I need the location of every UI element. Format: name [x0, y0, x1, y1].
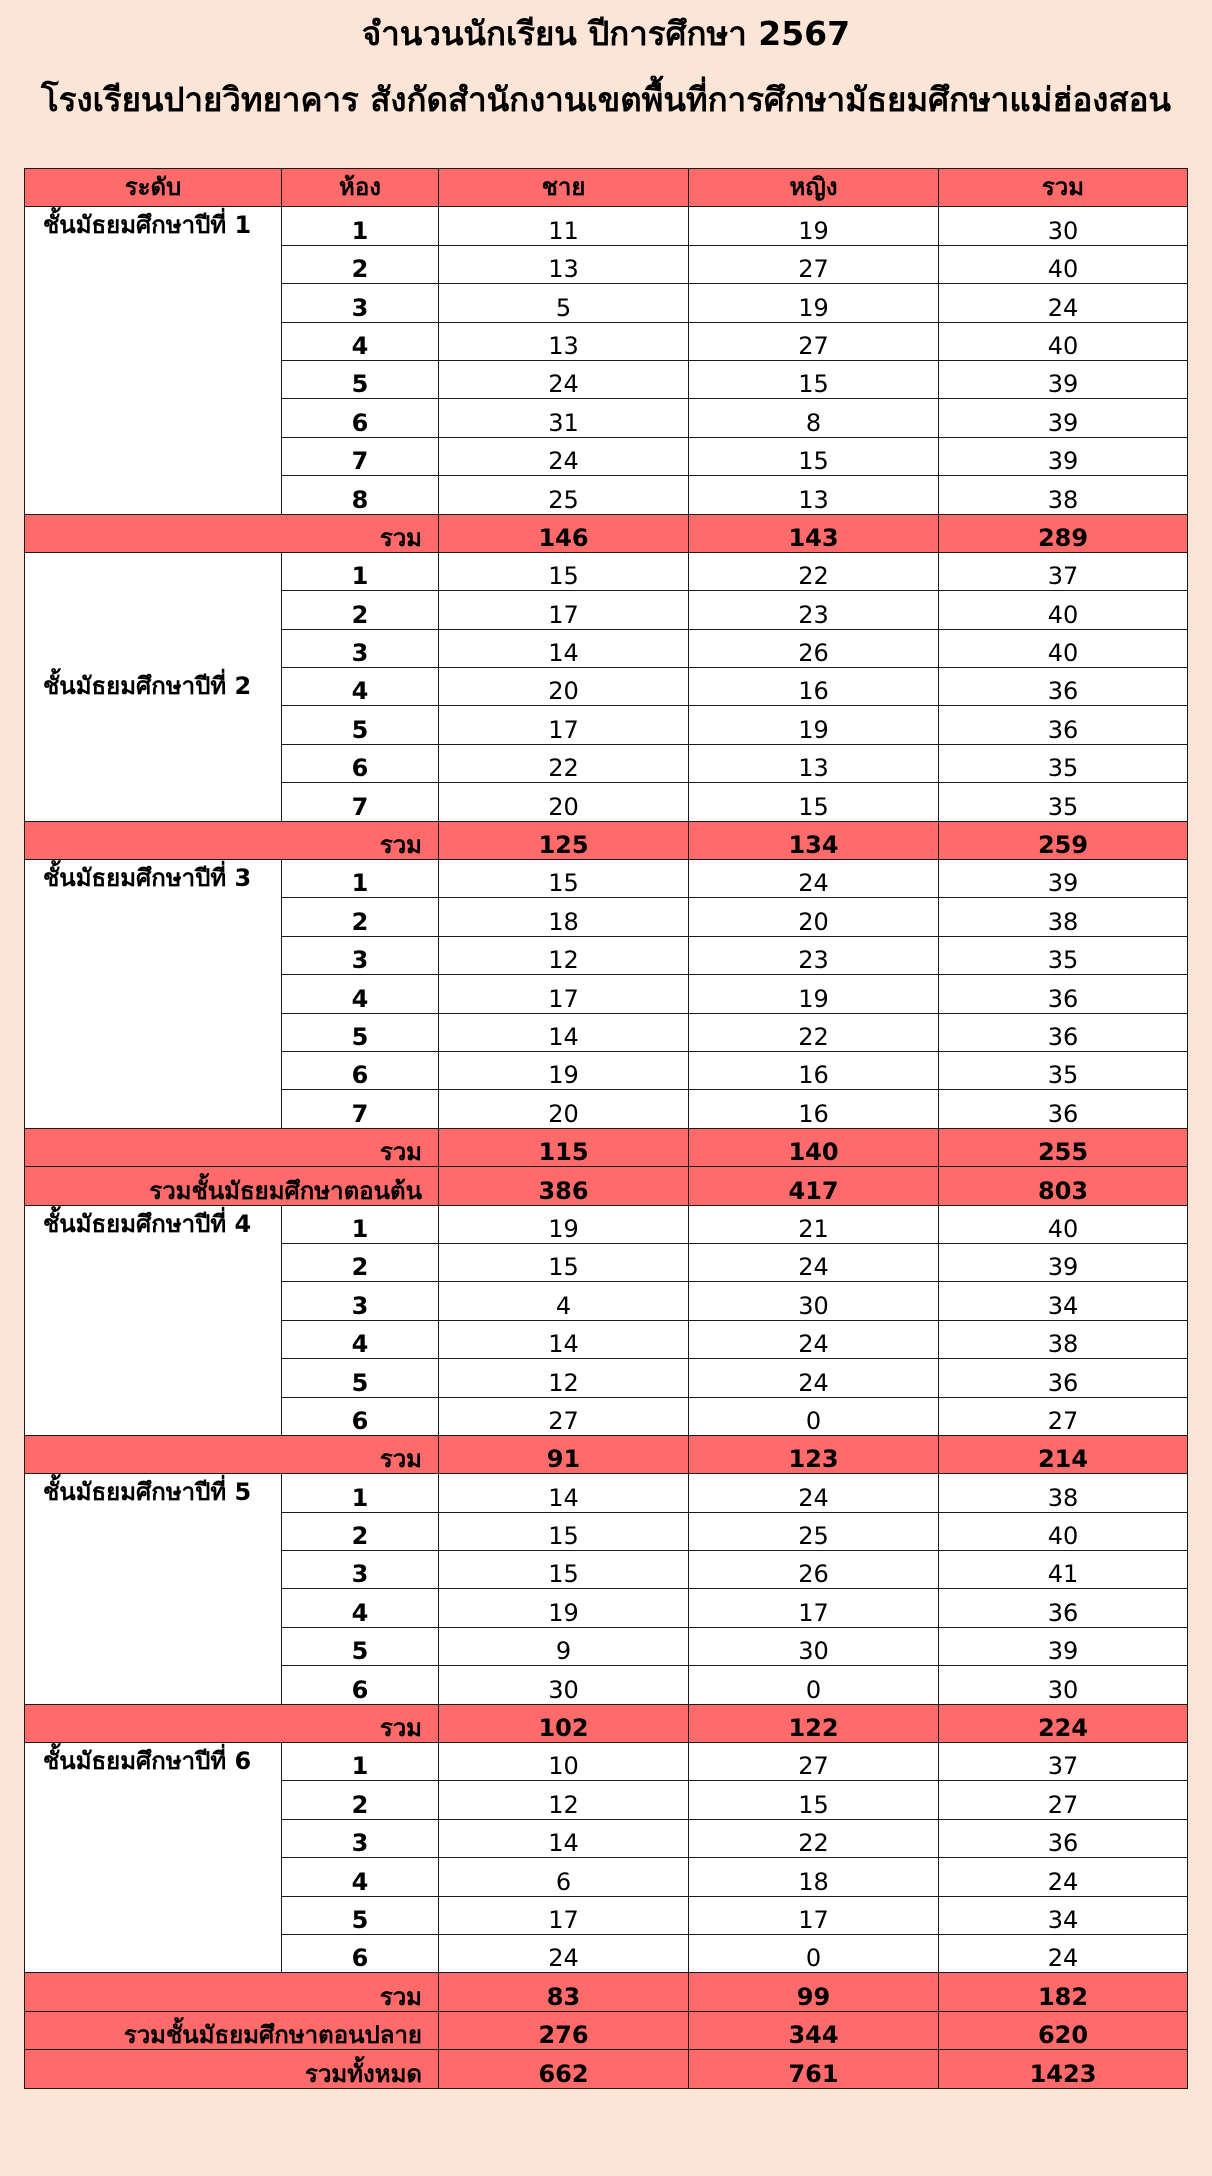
male-count: 20: [439, 1090, 689, 1128]
male-count: 6: [439, 1858, 689, 1896]
summary-male: 125: [439, 821, 689, 859]
female-count: 26: [689, 629, 939, 667]
male-count: 25: [439, 476, 689, 514]
summary-label: รวมชั้นมัธยมศึกษาตอนปลาย: [25, 2011, 439, 2049]
summary-female: 123: [689, 1435, 939, 1473]
summary-row: [25, 1435, 1188, 1473]
summary-row: [25, 2050, 1188, 2088]
summary-label: รวมทั้งหมด: [25, 2050, 439, 2088]
level-label: ชั้นมัธยมศึกษาปีที่ 3: [25, 860, 282, 1129]
summary-male: 662: [439, 2050, 689, 2088]
male-count: 15: [439, 1243, 689, 1281]
room-number: 1: [282, 552, 439, 590]
male-count: 27: [439, 1397, 689, 1435]
summary-female: 143: [689, 514, 939, 552]
row-total: 40: [939, 1512, 1188, 1550]
room-number: 5: [282, 1896, 439, 1934]
row-total: 37: [939, 1743, 1188, 1781]
summary-female: 140: [689, 1128, 939, 1166]
row-total: 36: [939, 1090, 1188, 1128]
table-row: [25, 207, 1188, 245]
male-count: 19: [439, 1051, 689, 1089]
header-female: หญิง: [689, 169, 939, 207]
room-number: 6: [282, 744, 439, 782]
female-count: 17: [689, 1589, 939, 1627]
room-number: 2: [282, 1781, 439, 1819]
room-number: 7: [282, 783, 439, 821]
room-number: 4: [282, 1589, 439, 1627]
row-total: 39: [939, 360, 1188, 398]
row-total: 30: [939, 1666, 1188, 1704]
row-total: 39: [939, 1627, 1188, 1665]
room-number: 2: [282, 1243, 439, 1281]
header-total: รวม: [939, 169, 1188, 207]
female-count: 0: [689, 1397, 939, 1435]
level-label: ชั้นมัธยมศึกษาปีที่ 2: [25, 552, 282, 821]
female-count: 26: [689, 1551, 939, 1589]
room-number: 2: [282, 591, 439, 629]
summary-total: 803: [939, 1167, 1188, 1205]
female-count: 24: [689, 1359, 939, 1397]
female-count: 23: [689, 936, 939, 974]
row-total: 36: [939, 975, 1188, 1013]
school-subtitle: โรงเรียนปายวิทยาคาร สังกัดสำนักงานเขตพื้นที่การศึกษามัธยมศึกษาแม่ฮ่องสอน: [41, 80, 1171, 119]
room-number: 4: [282, 668, 439, 706]
summary-row: [25, 1973, 1188, 2011]
female-count: 27: [689, 1743, 939, 1781]
row-total: 38: [939, 1474, 1188, 1512]
female-count: 27: [689, 245, 939, 283]
room-number: 6: [282, 1934, 439, 1972]
female-count: 24: [689, 1320, 939, 1358]
room-number: 2: [282, 1512, 439, 1550]
summary-total: 620: [939, 2011, 1188, 2049]
summary-total: 255: [939, 1128, 1188, 1166]
room-number: 4: [282, 322, 439, 360]
table-header-row: [25, 169, 1188, 207]
row-total: 24: [939, 284, 1188, 322]
level-label: ชั้นมัธยมศึกษาปีที่ 1: [25, 207, 282, 514]
summary-total: 182: [939, 1973, 1188, 2011]
room-number: 7: [282, 437, 439, 475]
summary-label: รวม: [25, 821, 439, 859]
room-number: 6: [282, 399, 439, 437]
male-count: 31: [439, 399, 689, 437]
male-count: 17: [439, 975, 689, 1013]
row-total: 24: [939, 1934, 1188, 1972]
room-number: 4: [282, 975, 439, 1013]
summary-row: [25, 1128, 1188, 1166]
male-count: 13: [439, 322, 689, 360]
female-count: 25: [689, 1512, 939, 1550]
male-count: 4: [439, 1282, 689, 1320]
summary-male: 83: [439, 1973, 689, 2011]
room-number: 1: [282, 1743, 439, 1781]
row-total: 38: [939, 1320, 1188, 1358]
male-count: 22: [439, 744, 689, 782]
room-number: 3: [282, 936, 439, 974]
summary-row: [25, 2011, 1188, 2049]
table-row: [25, 1474, 1188, 1512]
header-level: ระดับ: [25, 169, 282, 207]
male-count: 14: [439, 629, 689, 667]
female-count: 20: [689, 898, 939, 936]
summary-label: รวม: [25, 1128, 439, 1166]
row-total: 39: [939, 1243, 1188, 1281]
female-count: 16: [689, 1051, 939, 1089]
summary-female: 99: [689, 1973, 939, 2011]
female-count: 21: [689, 1205, 939, 1243]
room-number: 3: [282, 1819, 439, 1857]
male-count: 30: [439, 1666, 689, 1704]
summary-label: รวม: [25, 1435, 439, 1473]
summary-total: 289: [939, 514, 1188, 552]
summary-row: [25, 1167, 1188, 1205]
summary-female: 122: [689, 1704, 939, 1742]
summary-row: [25, 821, 1188, 859]
level-label: ชั้นมัธยมศึกษาปีที่ 5: [25, 1474, 282, 1704]
male-count: 14: [439, 1819, 689, 1857]
level-label: ชั้นมัธยมศึกษาปีที่ 6: [25, 1743, 282, 1973]
student-count-table: [24, 168, 1188, 2089]
room-number: 5: [282, 1627, 439, 1665]
table-row: [25, 552, 1188, 590]
male-count: 12: [439, 936, 689, 974]
summary-label: รวม: [25, 514, 439, 552]
row-total: 36: [939, 1359, 1188, 1397]
female-count: 19: [689, 284, 939, 322]
summary-female: 134: [689, 821, 939, 859]
male-count: 24: [439, 437, 689, 475]
row-total: 36: [939, 1013, 1188, 1051]
table-row: [25, 1743, 1188, 1781]
male-count: 5: [439, 284, 689, 322]
page-title: จำนวนนักเรียน ปีการศึกษา 2567: [361, 14, 851, 53]
row-total: 40: [939, 322, 1188, 360]
summary-female: 417: [689, 1167, 939, 1205]
female-count: 18: [689, 1858, 939, 1896]
summary-male: 276: [439, 2011, 689, 2049]
summary-label: รวม: [25, 1973, 439, 2011]
summary-female: 761: [689, 2050, 939, 2088]
room-number: 6: [282, 1051, 439, 1089]
summary-male: 91: [439, 1435, 689, 1473]
room-number: 2: [282, 245, 439, 283]
row-total: 34: [939, 1282, 1188, 1320]
male-count: 19: [439, 1205, 689, 1243]
male-count: 19: [439, 1589, 689, 1627]
row-total: 36: [939, 706, 1188, 744]
room-number: 6: [282, 1666, 439, 1704]
row-total: 39: [939, 860, 1188, 898]
male-count: 17: [439, 706, 689, 744]
room-number: 3: [282, 1551, 439, 1589]
row-total: 36: [939, 1589, 1188, 1627]
row-total: 40: [939, 591, 1188, 629]
male-count: 14: [439, 1320, 689, 1358]
row-total: 39: [939, 437, 1188, 475]
female-count: 24: [689, 1474, 939, 1512]
row-total: 39: [939, 399, 1188, 437]
male-count: 15: [439, 1512, 689, 1550]
row-total: 40: [939, 1205, 1188, 1243]
female-count: 13: [689, 744, 939, 782]
female-count: 30: [689, 1627, 939, 1665]
male-count: 11: [439, 207, 689, 245]
male-count: 14: [439, 1474, 689, 1512]
row-total: 38: [939, 476, 1188, 514]
summary-male: 115: [439, 1128, 689, 1166]
female-count: 19: [689, 975, 939, 1013]
male-count: 13: [439, 245, 689, 283]
male-count: 24: [439, 360, 689, 398]
female-count: 30: [689, 1282, 939, 1320]
summary-row: [25, 514, 1188, 552]
summary-female: 344: [689, 2011, 939, 2049]
row-total: 40: [939, 245, 1188, 283]
female-count: 24: [689, 1243, 939, 1281]
female-count: 27: [689, 322, 939, 360]
room-number: 5: [282, 706, 439, 744]
female-count: 0: [689, 1666, 939, 1704]
row-total: 35: [939, 1051, 1188, 1089]
row-total: 36: [939, 1819, 1188, 1857]
male-count: 18: [439, 898, 689, 936]
female-count: 13: [689, 476, 939, 514]
female-count: 24: [689, 860, 939, 898]
male-count: 15: [439, 552, 689, 590]
room-number: 1: [282, 207, 439, 245]
summary-total: 224: [939, 1704, 1188, 1742]
row-total: 35: [939, 783, 1188, 821]
female-count: 15: [689, 1781, 939, 1819]
room-number: 1: [282, 860, 439, 898]
row-total: 30: [939, 207, 1188, 245]
header-male: ชาย: [439, 169, 689, 207]
summary-row: [25, 1704, 1188, 1742]
female-count: 22: [689, 552, 939, 590]
row-total: 40: [939, 629, 1188, 667]
summary-total: 1423: [939, 2050, 1188, 2088]
summary-male: 102: [439, 1704, 689, 1742]
summary-male: 386: [439, 1167, 689, 1205]
room-number: 4: [282, 1858, 439, 1896]
room-number: 7: [282, 1090, 439, 1128]
room-number: 6: [282, 1397, 439, 1435]
female-count: 16: [689, 1090, 939, 1128]
row-total: 36: [939, 668, 1188, 706]
room-number: 5: [282, 360, 439, 398]
table-row: [25, 1205, 1188, 1243]
room-number: 8: [282, 476, 439, 514]
room-number: 1: [282, 1205, 439, 1243]
row-total: 24: [939, 1858, 1188, 1896]
male-count: 15: [439, 860, 689, 898]
female-count: 19: [689, 207, 939, 245]
male-count: 17: [439, 1896, 689, 1934]
male-count: 24: [439, 1934, 689, 1972]
room-number: 3: [282, 629, 439, 667]
room-number: 5: [282, 1013, 439, 1051]
male-count: 15: [439, 1551, 689, 1589]
row-total: 37: [939, 552, 1188, 590]
room-number: 3: [282, 1282, 439, 1320]
male-count: 20: [439, 783, 689, 821]
room-number: 3: [282, 284, 439, 322]
female-count: 8: [689, 399, 939, 437]
female-count: 15: [689, 783, 939, 821]
male-count: 9: [439, 1627, 689, 1665]
male-count: 10: [439, 1743, 689, 1781]
row-total: 27: [939, 1397, 1188, 1435]
female-count: 0: [689, 1934, 939, 1972]
row-total: 35: [939, 744, 1188, 782]
table-body: [25, 169, 1188, 2089]
female-count: 19: [689, 706, 939, 744]
male-count: 17: [439, 591, 689, 629]
table-row: [25, 860, 1188, 898]
header-room: ห้อง: [282, 169, 439, 207]
room-number: 1: [282, 1474, 439, 1512]
female-count: 16: [689, 668, 939, 706]
row-total: 38: [939, 898, 1188, 936]
female-count: 15: [689, 437, 939, 475]
summary-total: 259: [939, 821, 1188, 859]
female-count: 22: [689, 1013, 939, 1051]
summary-label: รวม: [25, 1704, 439, 1742]
male-count: 20: [439, 668, 689, 706]
row-total: 41: [939, 1551, 1188, 1589]
summary-label: รวมชั้นมัธยมศึกษาตอนต้น: [25, 1167, 439, 1205]
level-label: ชั้นมัธยมศึกษาปีที่ 4: [25, 1205, 282, 1435]
male-count: 14: [439, 1013, 689, 1051]
summary-total: 214: [939, 1435, 1188, 1473]
row-total: 35: [939, 936, 1188, 974]
row-total: 27: [939, 1781, 1188, 1819]
room-number: 5: [282, 1359, 439, 1397]
room-number: 4: [282, 1320, 439, 1358]
male-count: 12: [439, 1781, 689, 1819]
row-total: 34: [939, 1896, 1188, 1934]
female-count: 15: [689, 360, 939, 398]
room-number: 2: [282, 898, 439, 936]
female-count: 23: [689, 591, 939, 629]
female-count: 17: [689, 1896, 939, 1934]
summary-male: 146: [439, 514, 689, 552]
female-count: 22: [689, 1819, 939, 1857]
male-count: 12: [439, 1359, 689, 1397]
